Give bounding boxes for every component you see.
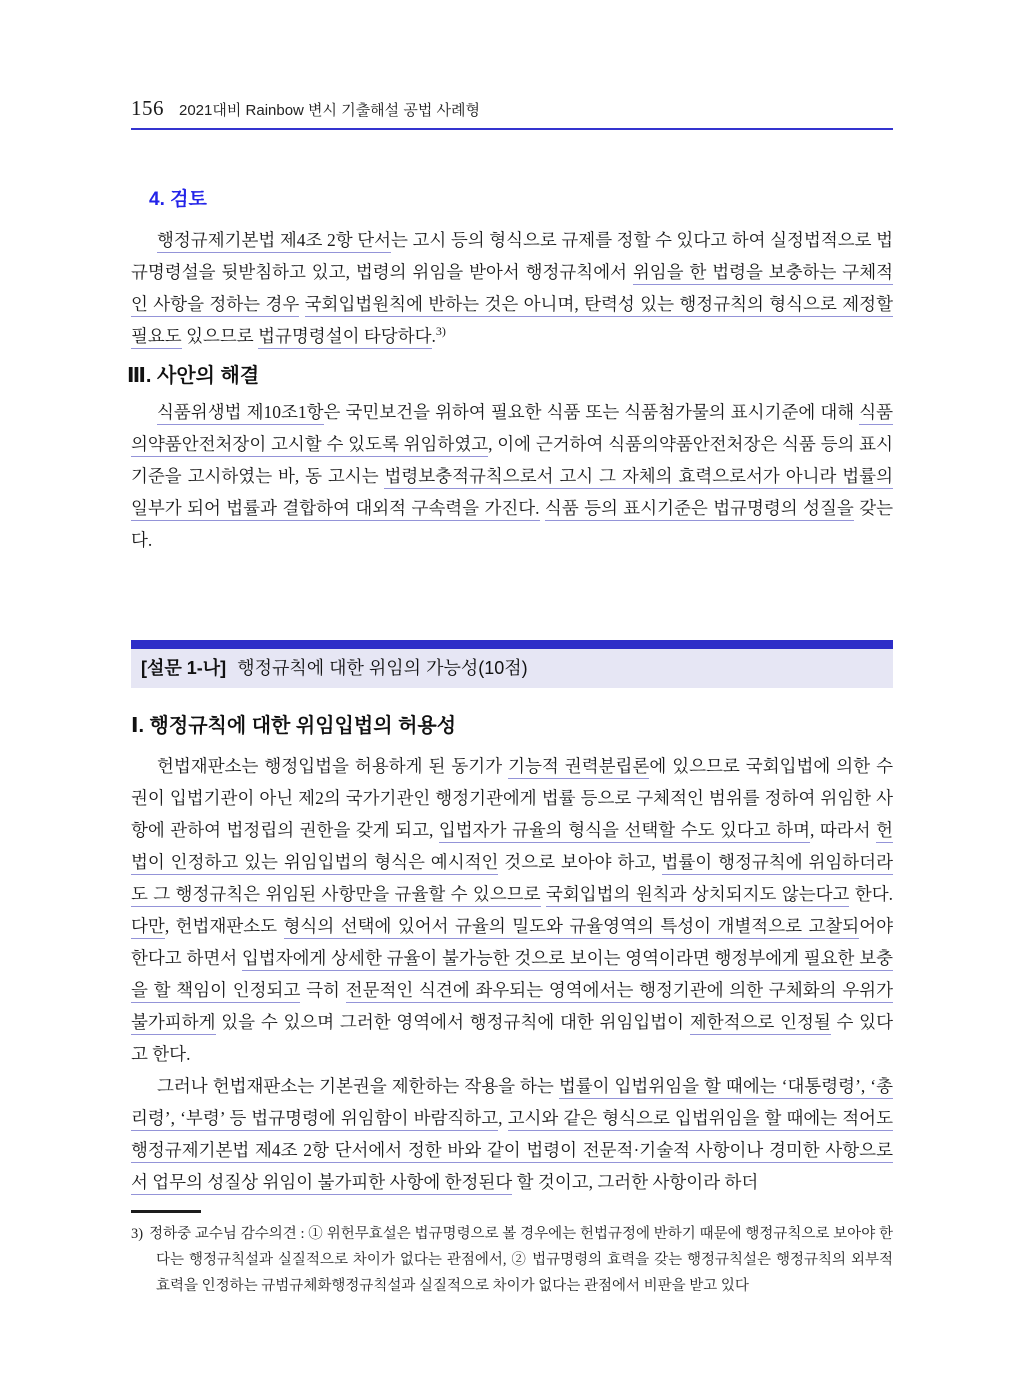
permissibility-paragraph-2: 그러나 헌법재판소는 기본권을 제한하는 작용을 하는 법률이 입법위임을 할 때에는 ‘대통령령’, ‘총리령’, ‘부령’ 등 법규명령에 위임함이 바람직하고, 고시와 같은 형식으로 입법위임을 할 때에는 적어도 행정규제기본법 제4조 2항 단서에서 정한 바와 같이 법령이 전문적·기술적 사항이나 경미한 사항으로서 업무의 성질상 위임이 불가피한 사항에 한정된다 할 것이고, 그러한 사항이라 하더	[131, 1070, 893, 1198]
header-rule	[131, 128, 893, 130]
footnote-text: 정하중 교수님 감수의견 : ① 위헌무효설은 법규명령으로 볼 경우에는 헌법규정에 반하기 때문에 행정규칙으로 보아야 한다는 행정규칙설과 실질적으로 차이가 없다는 관점에서, ② 법규명령의 효력을 갖는 행정규칙설은 행정규칙의 외부적 효력을 인정하는 규범규체화행정규칙설과 실질적으로 차이가 없다는 관점에서 비판을 받고 있다	[149, 1226, 893, 1294]
footnote-marker: 3)	[131, 1226, 144, 1242]
section-resolution-heading: Ⅲ. 사안의 해결	[127, 365, 260, 387]
footnote	[131, 1221, 893, 1299]
page-number: 156	[131, 96, 164, 120]
permissibility-paragraph-1: 헌법재판소는 행정입법을 허용하게 된 동기가 기능적 권력분립론에 있으므로 국회입법에 의한 수권이 입법기관이 아닌 제2의 국가기관인 행정기관에게 법률 등으로 구체적인 범위를 정하여 위임한 사항에 관하여 법정립의 권한을 갖게 되고, 입법자가 규율의 형식을 선택할 수도 있다고 하며, 따라서 헌법이 인정하고 있는 위임입법의 형식은 예시적인 것으로 보아야 하고, 법률이 행정규칙에 위임하더라도 그 행정규칙은 위임된 사항만을 규율할 수 있으므로 국회입법의 원칙과 상치되지도 않는다고 한다. 다만, 헌법재판소도 형식의 선택에 있어서 규율의 밀도와 규율영역의 특성이 개별적으로 고찰되어야 한다고 하면서 입법자에게 상세한 규율이 불가능한 것으로 보이는 영역이라면 행정부에게 필요한 보충을 할 책임이 인정되고 극히 전문적인 식견에 좌우되는 영역에서는 행정기관에 의한 구체화의 우위가 불가피하게 있을 수 있으며 그러한 영역에서 행정규칙에 대한 위임입법이 제한적으로 인정될 수 있다고 한다.	[131, 756, 894, 1064]
section-permissibility-heading: Ⅰ. 행정규칙에 대한 위임입법의 허용성	[131, 715, 457, 737]
footnote-area	[131, 1210, 893, 1299]
banner-top-bar	[131, 640, 893, 649]
running-head	[131, 96, 893, 121]
question-banner	[131, 640, 893, 688]
banner-body	[131, 649, 893, 688]
section-resolution-paragraph: 식품위생법 제10조1항은 국민보건을 위하여 필요한 식품 또는 식품첨가물의 표시기준에 대해 식품의약품안전처장이 고시할 수 있도록 위임하였고, 이에 근거하여 식품의약품안전처장은 식품 등의 표시기준을 고시하였는 바, 동 고시는 법령보충적규칙으로서 고시 그 자체의 효력으로서가 아니라 법률의 일부가 되어 법률과 결합하여 대외적 구속력을 가진다. 식품 등의 표시기준은 법규명령의 성질을 갖는다.	[131, 402, 893, 550]
banner-question-title: 행정규칙에 대한 위임의 가능성(10점)	[237, 658, 528, 678]
header-title: 2021대비 Rainbow 변시 기출해설 공법 사례형	[179, 102, 480, 119]
section-review-paragraph: 행정규제기본법 제4조 2항 단서는 고시 등의 형식으로 규제를 정할 수 있다고 하여 실정법적으로 법규명령설을 뒷받침하고 있고, 법령의 위임을 받아서 행정규칙에서 위임을 한 법령을 보충하는 구체적인 사항을 정하는 경우 국회입법원칙에 반하는 것은 아니며, 탄력성 있는 행정규칙의 형식으로 제정할 필요도 있으므로 법규명령설이 타당하다.$^{3)}$	[131, 224, 893, 352]
section-review-heading: 4. 검토	[149, 189, 207, 210]
banner-question-label: [설문 1-나]	[141, 658, 227, 678]
footnote-separator	[131, 1210, 201, 1213]
